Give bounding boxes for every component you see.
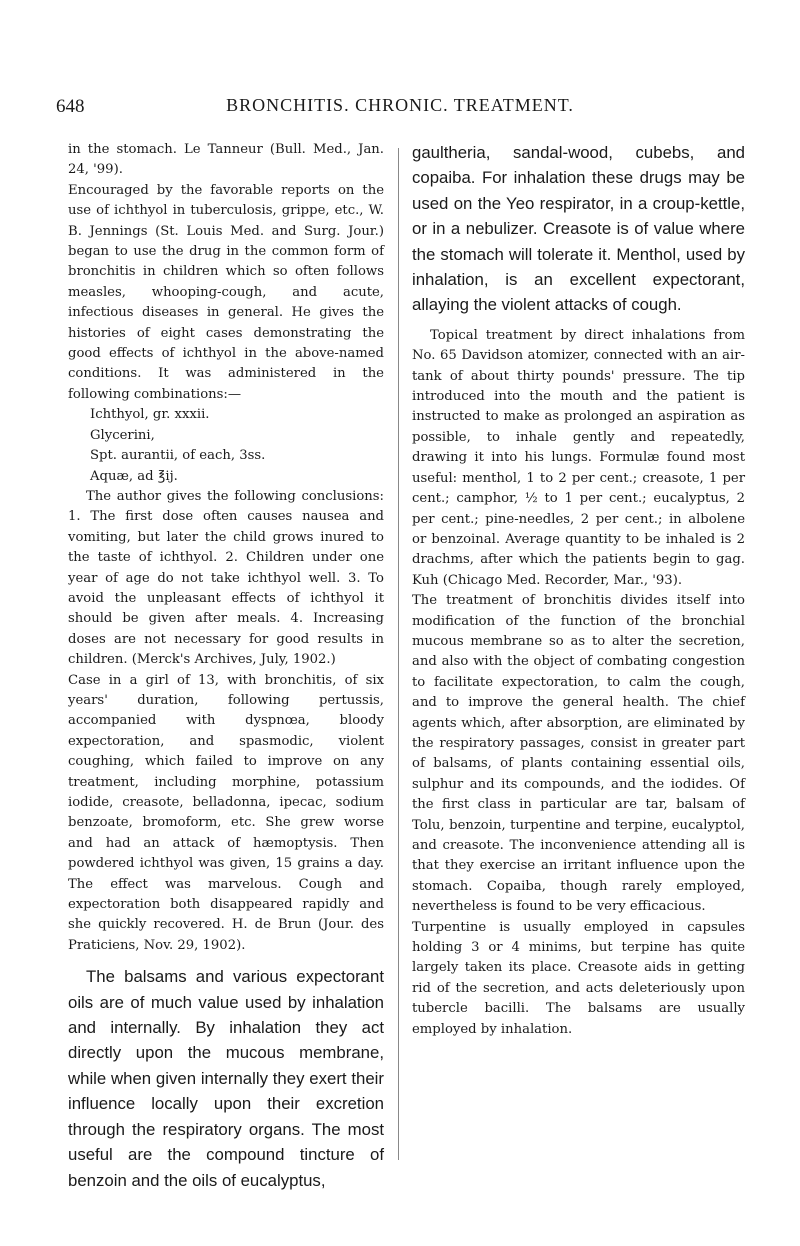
formula-line: Ichthyol, gr. xxxii.: [90, 407, 210, 423]
running-head: BRONCHITIS. CHRONIC. TREATMENT.: [226, 95, 574, 115]
formula-line: Glycerini,: [90, 427, 155, 443]
column-divider: [398, 148, 399, 1160]
formula-line: Spt. aurantii, of each, 3ss.: [90, 448, 266, 464]
right-paragraph-4: Turpentine is usually employed in capsules holding 3 or 4 minims, but terpine has quite largely taken its place. Creasote aids in getting rid of the secretion, and acts deleteriously upon tubercle bacilli. The balsams are usually employed by inhalation.: [412, 919, 745, 1037]
prescription-formula: [68, 405, 384, 487]
left-column: [68, 140, 384, 1193]
right-paragraph-2: Topical treatment by direct inhalations from No. 65 Davidson atomizer, connected with an air-tank of about thirty pounds' pressure. The tip introduced into the mouth and the patient is instructed to make as prolonged an aspiration as possible, to inhale gently and repeatedly, drawing it into his lungs. Formulæ found most useful: menthol, 1 to 2 per cent.; creasote, 1 per cent.; camphor, ½ to 1 per cent.; eucalyptus, 2 per cent.; pine-needles, 2 per cent.; in albolene or benzoinal. Average quantity to be inhaled is 2 drachms, after which the patients begin to gag. Kuh (Chicago Med. Recorder, Mar., '93).: [412, 327, 745, 588]
left-paragraph-3: The author gives the following conclusions: 1. The first dose often causes nausea and vomiting, but later the child grows inured to the taste of ichthyol. 2. Children under one year of age do not take ichthyol well. 3. To avoid the unpleasant effects of ichthyol it should be given after meals. 4. Increasing doses are not necessary for good results in children. (Merck's Archives, July, 1902.): [68, 488, 384, 668]
right-paragraph-1: gaultheria, sandal-wood, cubebs, and copaiba. For inhalation these drugs may be used on the Yeo respirator, in a croup-kettle, or in a nebulizer. Creasote is of value where the stomach will tolerate it. Menthol, used by inhalation, is an excellent expectorant, allaying the violent attacks of cough.: [412, 143, 745, 315]
left-paragraph-1: in the stomach. Le Tanneur (Bull. Med., Jan. 24, '99).: [68, 142, 384, 178]
page-number: 648: [56, 96, 85, 117]
left-paragraph-5: The balsams and various expectorant oils are of much value used by inhalation and internally. By inhalation they act directly upon the mucous membrane, while when given internally they exert their influence locally upon their excretion through the respiratory organs. The most useful are the compound tincture of benzoin and the oils of eucalyptus,: [68, 967, 384, 1190]
right-column: [412, 140, 745, 1040]
formula-line: Aquæ, ad ℥ij.: [90, 468, 178, 484]
left-paragraph-4: Case in a girl of 13, with bronchitis, of six years' duration, following pertussis, accompanied with dyspnœa, bloody expectoration, and spasmodic, violent coughing, which failed to improve on any treatment, including morphine, potassium iodide, creasote, belladonna, ipecac, sodium benzoate, bromoform, etc. She grew worse and had an attack of hæmoptysis. Then powdered ichthyol was given, 15 grains a day. The effect was marvelous. Cough and expectoration both disappeared rapidly and she quickly recovered. H. de Brun (Jour. des Praticiens, Nov. 29, 1902).: [68, 672, 384, 953]
left-paragraph-2: Encouraged by the favorable reports on the use of ichthyol in tuberculosis, grippe, etc., W. B. Jennings (St. Louis Med. and Surg. Jour.) began to use the drug in the common form of bronchitis in children which so often follows measles, whooping-cough, and acute, infectious diseases in general. He gives the histories of eight cases demonstrating the good effects of ichthyol in the above-named conditions. It was administered in the following combinations:—: [68, 182, 384, 402]
right-paragraph-3: The treatment of bronchitis divides itself into modification of the function of the bronchial mucous membrane so as to alter the secretion, and also with the object of combating congestion to facilitate expectoration, to calm the cough, and to improve the general health. The chief agents which, after absorption, are eliminated by the respiratory passages, consist in greater part of balsams, of plants containing essential oils, sulphur and its compounds, and the iodides. Of the first class in particular are tar, balsam of Tolu, benzoin, turpentine and terpine, eucalyptol, and creasote. The inconvenience attending all is that they exercise an irritant influence upon the stomach. Copaiba, though rarely employed, nevertheless is found to be very efficacious.: [412, 593, 745, 915]
